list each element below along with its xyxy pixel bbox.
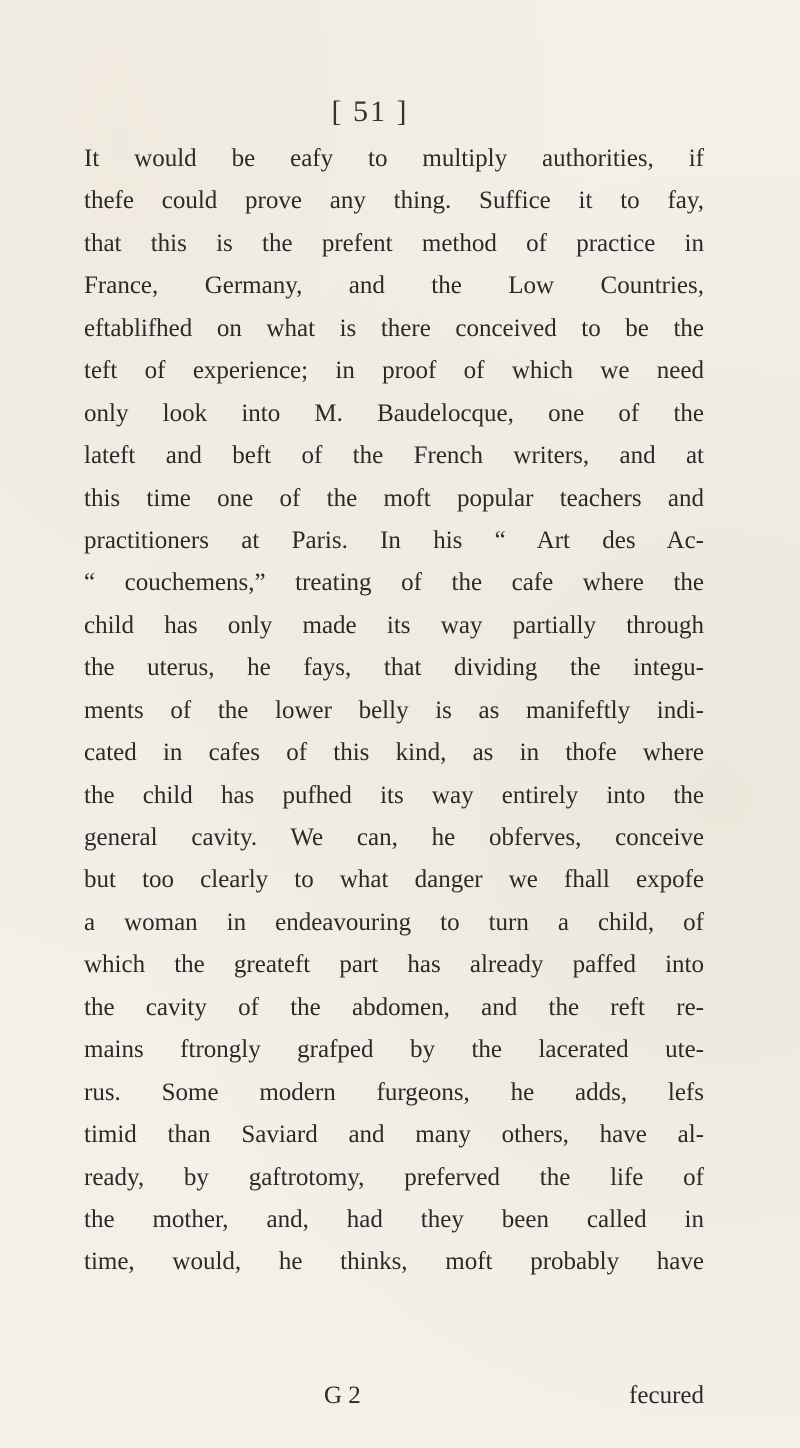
text-line: but too clearly to what danger we fhall expofe: [84, 866, 704, 894]
text-line: thefe could prove any thing. Suffice it to fay,: [84, 187, 704, 215]
text-line: ments of the lower belly is as manifeftly indi-: [84, 696, 704, 724]
text-line: teft of experience; in proof of which we need: [84, 357, 704, 385]
text-line: rus. Some modern furgeons, he adds, lefs: [84, 1078, 704, 1106]
text-line: that this is the prefent method of practice in: [84, 229, 704, 257]
catchword: fecured: [629, 1382, 704, 1409]
text-line: the cavity of the abdomen, and the reft re-: [84, 993, 704, 1021]
text-line: the uterus, he fays, that dividing the integu-: [84, 654, 704, 682]
text-line: eftablifhed on what is there conceived to be the: [84, 314, 704, 342]
text-line: which the greateft part has already paffed into: [84, 951, 704, 979]
signature-mark: G 2: [324, 1382, 361, 1409]
text-line: only look into M. Baudelocque, one of the: [84, 399, 704, 427]
text-line: cated in cafes of this kind, as in thofe where: [84, 739, 704, 767]
text-line: child has only made its way partially through: [84, 611, 704, 639]
text-line: general cavity. We can, he obferves, conceive: [84, 824, 704, 851]
text-line: a woman in endeavouring to turn a child, of: [84, 908, 704, 936]
body-text: [84, 138, 704, 1284]
text-line: the mother, and, had they been called in: [84, 1205, 704, 1233]
text-line: “ couchemens,” treating of the cafe where the: [84, 569, 704, 597]
text-line: mains ftrongly grafped by the lacerated ute-: [84, 1036, 704, 1064]
page-footer: [84, 1382, 704, 1422]
text-line: time, would, he thinks, moft probably have: [84, 1248, 704, 1276]
text-line: timid than Saviard and many others, have al-: [84, 1121, 704, 1149]
text-line: ready, by gaftrotomy, preferved the life of: [84, 1163, 704, 1191]
text-line: lateft and beft of the French writers, and at: [84, 442, 704, 470]
text-line: practitioners at Paris. In his “ Art des Ac-: [84, 526, 704, 554]
text-line: France, Germany, and the Low Countries,: [84, 272, 704, 300]
text-line: It would be eafy to multiply authorities, if: [84, 145, 704, 172]
page-number: [ 51 ]: [331, 95, 409, 128]
text-line: this time one of the moft popular teachers and: [84, 484, 704, 512]
text-line: the child has pufhed its way entirely into the: [84, 781, 704, 809]
